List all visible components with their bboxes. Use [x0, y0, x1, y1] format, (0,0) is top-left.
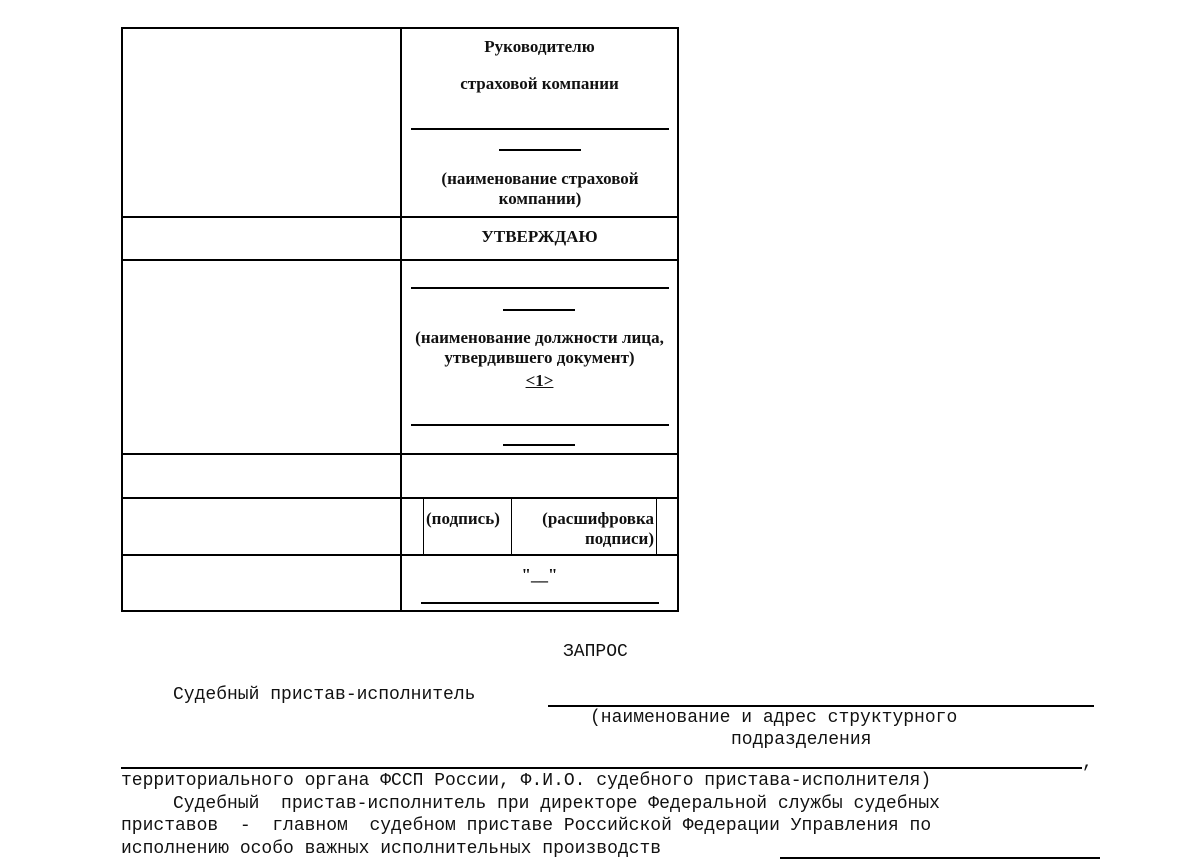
signature-decode-hint: (расшифровка подписи) — [542, 509, 654, 548]
row-divider — [121, 216, 679, 218]
table-column-divider — [400, 27, 402, 612]
signature-hint: (подпись) — [426, 509, 500, 528]
unit-name-hint-line1: (наименование и адрес структурного — [590, 708, 958, 728]
footnote-link[interactable]: <1> — [525, 371, 554, 390]
signature-cell-border — [656, 498, 657, 554]
approval-form-table — [121, 27, 679, 612]
insurer-name-hint: (наименование страховой компании) — [441, 169, 639, 208]
approver-blank-line-short — [503, 444, 575, 446]
trailing-blank-line — [780, 857, 1100, 859]
request-line-bailiff: Судебный пристав-исполнитель — [173, 685, 476, 705]
row-divider — [121, 497, 679, 499]
request-line-chief: приставов - главном судебном приставе Российской Федерации Управления по — [121, 816, 932, 836]
addressee-line2: страховой компании — [460, 74, 619, 93]
request-line-director: Судебный пристав-исполнитель при директоре Федеральной службы судебных — [173, 794, 940, 814]
table-border-right — [677, 27, 679, 612]
comma: , — [1082, 753, 1093, 773]
request-line-territorial: территориального органа ФССП России, Ф.И.О. судебного пристава-исполнителя) — [121, 771, 932, 791]
position-hint: (наименование должности лица, утвердившего документ) — [415, 328, 664, 367]
row-divider — [121, 259, 679, 261]
insurer-blank-line — [411, 128, 669, 130]
approve-heading: УТВЕРЖДАЮ — [481, 227, 598, 246]
row-divider — [121, 453, 679, 455]
table-border-left — [121, 27, 123, 612]
date-day-field: "__" — [521, 565, 558, 584]
request-title: ЗАПРОС — [563, 642, 628, 662]
fio-blank-line — [121, 767, 1082, 769]
position-blank-line — [411, 287, 669, 289]
request-line-execution: исполнению особо важных исполнительных производств — [121, 839, 662, 859]
signature-cell-border — [511, 498, 512, 554]
date-blank-line — [421, 602, 659, 604]
signature-cell-border — [423, 498, 424, 554]
addressee-line1: Руководителю — [484, 37, 595, 56]
position-blank-line-short — [503, 309, 575, 311]
row-divider — [121, 554, 679, 556]
insurer-blank-line-short — [499, 149, 581, 151]
approver-blank-line — [411, 424, 669, 426]
unit-name-hint-line2: подразделения — [731, 730, 872, 750]
